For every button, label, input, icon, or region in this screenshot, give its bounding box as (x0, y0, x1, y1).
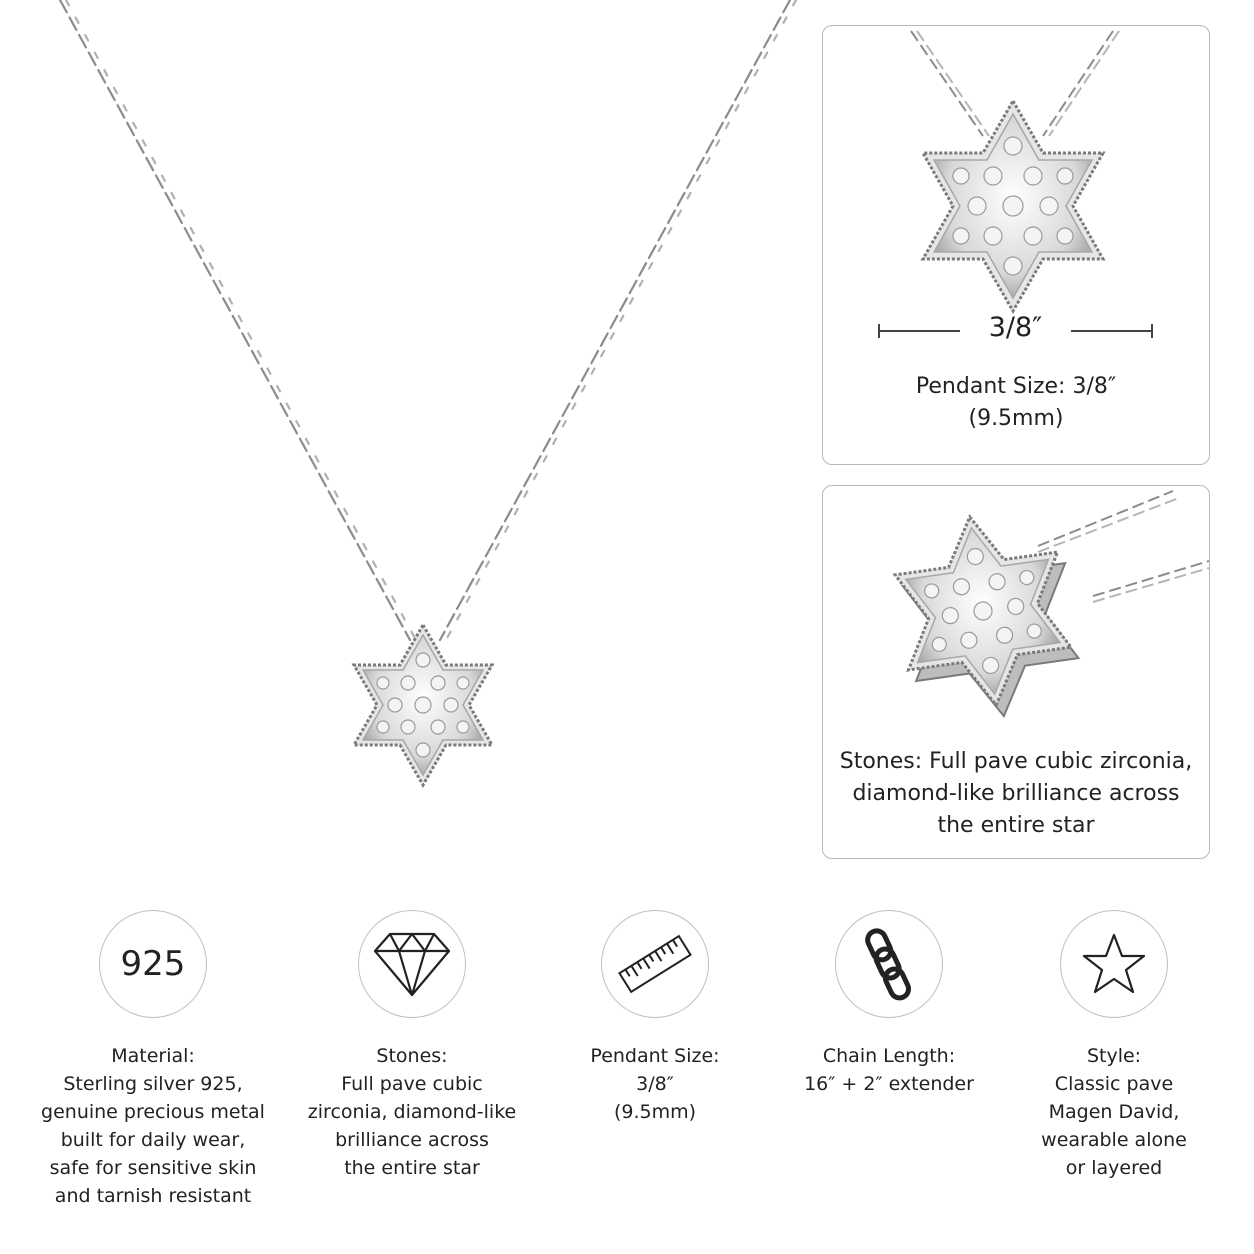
feature-chain (764, 900, 1014, 1098)
feature-text: 3/8″ (9.5mm) (613, 1073, 697, 1123)
badge-text: 925 (120, 944, 186, 984)
measure-label: 3/8″ (988, 312, 1043, 343)
chain-link-icon (835, 910, 943, 1018)
size-caption-line: Pendant Size: 3/8″ (915, 374, 1117, 399)
feature-title: Style: (1086, 1045, 1142, 1067)
stones-caption-line: Stones: Full pave cubic zirconia, (839, 749, 1193, 774)
measure-line (878, 312, 1153, 346)
feature-text: Classic pave Magen David, wearable alone or layered (1041, 1073, 1187, 1179)
stones-caption (823, 746, 1209, 842)
diamond-icon (358, 910, 466, 1018)
feature-title: Chain Length: (822, 1045, 956, 1067)
feature-material (28, 900, 278, 1210)
925-badge-icon (99, 910, 207, 1018)
pendant-closeup-image (823, 26, 1209, 316)
chain (60, 0, 796, 640)
stones-caption-line: diamond-like brilliance across (852, 781, 1180, 806)
stones-caption-line: the entire star (937, 813, 1095, 838)
star-pendant (354, 625, 492, 785)
size-caption-line: (9.5mm) (968, 406, 1064, 431)
size-caption (823, 371, 1209, 435)
feature-title: Pendant Size: (590, 1045, 720, 1067)
ruler-icon (601, 910, 709, 1018)
pendant-angle-image (823, 486, 1209, 736)
feature-title: Stones: (376, 1045, 448, 1067)
feature-style (989, 900, 1239, 1182)
feature-title: Material: (111, 1045, 195, 1067)
size-panel (822, 25, 1210, 465)
stones-panel (822, 485, 1210, 859)
feature-size (530, 900, 780, 1126)
necklace-photo (0, 0, 800, 880)
feature-row (0, 900, 1254, 1230)
star-icon (1060, 910, 1168, 1018)
feature-text: Full pave cubic zirconia, diamond-like brilliance across the entire star (307, 1073, 517, 1179)
feature-text: Sterling silver 925, genuine precious metal built for daily wear, safe for sensitive skin and tarnish resistant (41, 1073, 265, 1207)
feature-text: 16″ + 2″ extender (804, 1073, 974, 1095)
feature-stones (287, 900, 537, 1182)
